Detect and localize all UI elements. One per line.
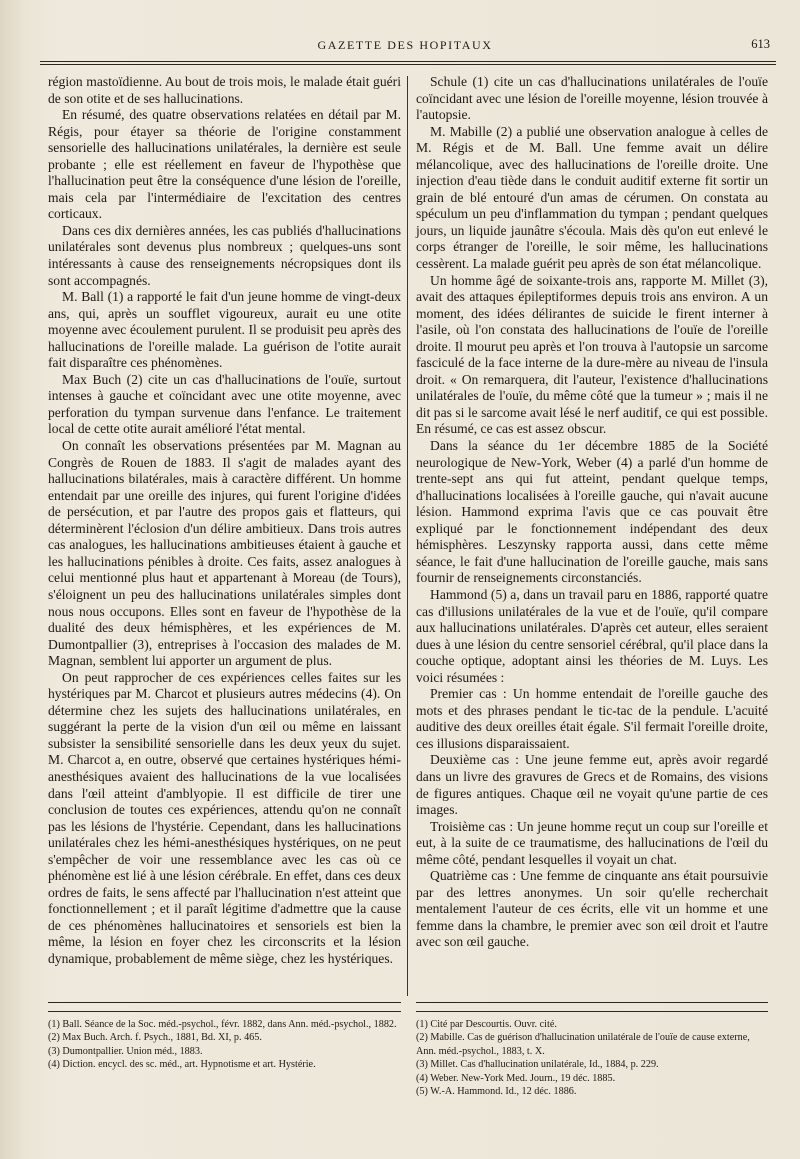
footnote-rule-thin <box>416 1011 768 1012</box>
footnote-rule <box>48 1002 401 1003</box>
paragraph: Un homme âgé de soixante-trois ans, rapporte M. Millet (3), avait des attaques épileptiformes depuis trois ans environ. A un moment, des idées délirantes de suicide le firent interner à l'asile, où l'on constata des hallucinations de l'ouïe de l'oreille droite. Il mourut peu après et l'on trouva à l'autopsie un sarcome fasciculé de la face interne de la dure-mère au niveau de l'insula droit. « On remarquera, dit l'auteur, l'existence d'hallucinations unilatérales de l'ouïe, du même côté que la tumeur » ; mais il ne dit pas si le sarcome avait lésé le nerf auditif, ce qui est possible. En résumé, ce cas est assez obscur. <box>416 272 768 437</box>
paragraph: Deuxième cas : Une jeune femme eut, après avoir regardé dans un livre des gravures de Grecs et de Romains, des visions de figures antiques. Chaque œil ne voyait qu'une partie de ces images. <box>416 752 768 818</box>
paragraph: En résumé, des quatre observations relatées en détail par M. Régis, pour étayer sa théorie de l'origine constamment sensorielle des hallucinations unilatérales, la dernière est seule probante ; elle est réellement en faveur de l'hypothèse que l'hallucination peut être la conséquence d'une lésion de l'oreille, mais cela par l'intermédiaire de l'excitation des centres corticaux. <box>48 107 401 222</box>
paragraph: Quatrième cas : Une femme de cinquante ans était poursuivie par des lettres anonymes. Un soir qu'elle recherchait mentalement l'auteur de ces écrits, elle vit un homme et une femme dans la chambre, le premier avec son œil droit et l'autre avec son œil gauche. <box>416 868 768 950</box>
paragraph: Premier cas : Un homme entendait de l'oreille gauche des mots et des phrases pendant le tic-tac de la pendule. L'acuité auditive des deux oreilles était égale. S'il fermait l'oreille droite, ces illusions disparaissaient. <box>416 686 768 751</box>
paragraph: On connaît les observations présentées par M. Magnan au Congrès de Rouen de 1883. Il s'agit de malades ayant des hallucinations bilatérales, mais à caractère différent. Un homme entendait par une oreille des injures, qui furent l'origine d'idées de persécution, et par l'autre des propos gais et flatteurs, qui déterminèrent l'éclosion d'un délire ambitieux. Dans trois autres cas analogues, les hallucinations ambitieuses étaient à gauche et les hallucinations pénibles à droite. Ces faits, assez analogues à celui mentionné plus haut et appartenant à Moreau (de Tours), s'éloignent un peu des hallucinations unilatérales simples dont nous nous occupons. Elles sont en faveur de l'hypothèse de la dualité des deux hémisphères, et les expériences de M. Dumontpallier (3), entreprises à l'occasion des malades de M. Magnan, semblent lui apporter un argument de plus. <box>48 438 401 669</box>
footnote: (3) Dumontpallier. Union méd., 1883. <box>48 1045 203 1057</box>
paragraph: Max Buch (2) cite un cas d'hallucinations de l'ouïe, surtout intenses à gauche et coïncidant avec une otite moyenne, avec perforation du tympan survenue dans l'enfance. Le traitement local de cette otite aurait amélioré l'état mental. <box>48 371 401 437</box>
paragraph: région mastoïdienne. Au bout de trois mois, le malade était guéri de son otite et de ses hallucinations. <box>48 74 401 106</box>
footnote: (3) Millet. Cas d'hallucination unilatérale, Id., 1884, p. 229. <box>416 1059 659 1071</box>
column-divider <box>407 76 408 996</box>
running-title: GAZETTE DES HOPITAUX <box>317 38 493 52</box>
header-rule-thin <box>40 64 776 65</box>
footnote-rule-thin <box>48 1011 401 1012</box>
footnote: (4) Weber. New-York Med. Journ., 19 déc. 1885. <box>416 1072 616 1084</box>
footnotes-right <box>416 1018 768 1098</box>
page-header <box>40 36 770 56</box>
footnote: (2) Mabille. Cas de guérison d'hallucination unilatérale de l'ouïe de cause externe, Ann. méd.-psychol., 1883, t. X. <box>416 1032 750 1057</box>
footnote: (1) Ball. Séance de la Soc. méd.-psychol., févr. 1882, dans Ann. méd.-psychol., 1882. <box>48 1019 397 1030</box>
footnotes-left <box>48 1018 401 1072</box>
paragraph: Troisième cas : Un jeune homme reçut un coup sur l'oreille et eut, à la suite de ce traumatisme, des hallucinations de l'œil du même côté, pendant lesquelles il voyait un chat. <box>416 818 768 867</box>
footnote-rule <box>416 1002 768 1003</box>
right-column <box>416 74 768 951</box>
footnote: (2) Max Buch. Arch. f. Psych., 1881, Bd. XI, p. 465. <box>48 1032 262 1044</box>
paragraph: Dans ces dix dernières années, les cas publiés d'hallucinations unilatérales sont devenus plus nombreux ; quelques-uns sont intéressants à cause des renseignements nécropsiques dont ils sont accompagnés. <box>48 222 401 288</box>
paragraph: Dans la séance du 1er décembre 1885 de la Société neurologique de New-York, Weber (4) a parlé d'un homme de trente-sept ans qui fut atteint, pendant quelque temps, d'hallucinations localisées à l'oreille gauche, qui n'avait aucune lésion. Hammond exprima l'avis que ce cas pouvait être expliqué par le fonctionnement indépendant des deux hémisphères. Leszynsky rapporta aussi, dans cette même séance, le fait d'une hallucination de l'oreille gauche, mais sans fournir de renseignements circonstanciés. <box>416 438 768 586</box>
paragraph: Hammond (5) a, dans un travail paru en 1886, rapporté quatre cas d'illusions unilatérales de la vue et de l'ouïe, qu'il compare aux hallucinations unilatérales. D'après cet auteur, elles seraient dues à une lésion du centre sensoriel cérébral, qu'il place dans la couche optique, adoptant ainsi les théories de M. Luys. Les voici résumées : <box>416 586 768 685</box>
left-column <box>48 74 401 968</box>
page-number: 613 <box>751 37 770 51</box>
paragraph: M. Mabille (2) a publié une observation analogue à celles de M. Régis et de M. Ball. Une femme avait un délire mélancolique, avec des hallucinations de l'oreille droite. Une injection d'eau tiède dans le conduit auditif externe fit sortir un grain de blé entouré d'un amas de cérumen. On constata au spéculum un peu d'inflammation du tympan ; pendant quelques jours, un liquide jaunâtre s'écoula. Mais dès qu'on eut enlevé le corps étranger de l'oreille, le soir même, les hallucinations cessèrent. La malade guérit peu après de son état mélancolique. <box>416 123 768 272</box>
paragraph: On peut rapprocher de ces expériences celles faites sur les hystériques par M. Charcot et plusieurs autres médecins (4). On détermine chez les sujets des hallucinations unilatérales, en suggérant la perte de la vision d'un œil ou même en laissant subsister la sensibilité sensorielle dans les deux yeux du sujet. M. Charcot a, en outre, observé que certaines hystériques hémi-anesthésiques avaient des hallucinations de la vue localisées dans l'œil atteint d'amblyopie. Il est difficile de tirer une conclusion de toutes ces expériences, attendu qu'on ne connaît pas les lésions de l'hystérie. Cependant, dans les hallucinations unilatérales chez les hémi-anesthésiques hystériques, on ne peut s'empêcher de voir une ressemblance avec les cas où ce phénomène est lié à une lésion cérébrale. En effet, dans ces deux ordres de faits, le sens affecté par l'hallucination n'est atteint que fonctionnellement ; et il paraît légitime d'admettre que la cause de ces phénomènes hallucinatoires et sensoriels est bien la même, la lésion en foyer chez les circonscrits et la lésion dynamique, probablement de même siège, chez les hystériques. <box>48 669 401 966</box>
header-rule <box>40 61 776 62</box>
paragraph: M. Ball (1) a rapporté le fait d'un jeune homme de vingt-deux ans, qui, après un soufflet vigoureux, aurait eu une otite moyenne avec écoulement purulent. Il se produisit peu après des hallucinations de l'oreille malade. La guérison de l'otite aurait fait disparaître ces phénomènes. <box>48 289 401 371</box>
footnote: (5) W.-A. Hammond. Id., 12 déc. 1886. <box>416 1086 577 1098</box>
paragraph: Schule (1) cite un cas d'hallucinations unilatérales de l'ouïe coïncidant avec une lésion de l'oreille moyenne, lésion trouvée à l'autopsie. <box>416 74 768 123</box>
footnote: (1) Cité par Descourtis. Ouvr. cité. <box>416 1019 557 1030</box>
footnote: (4) Diction. encycl. des sc. méd., art. Hypnotisme et art. Hystérie. <box>48 1059 316 1071</box>
